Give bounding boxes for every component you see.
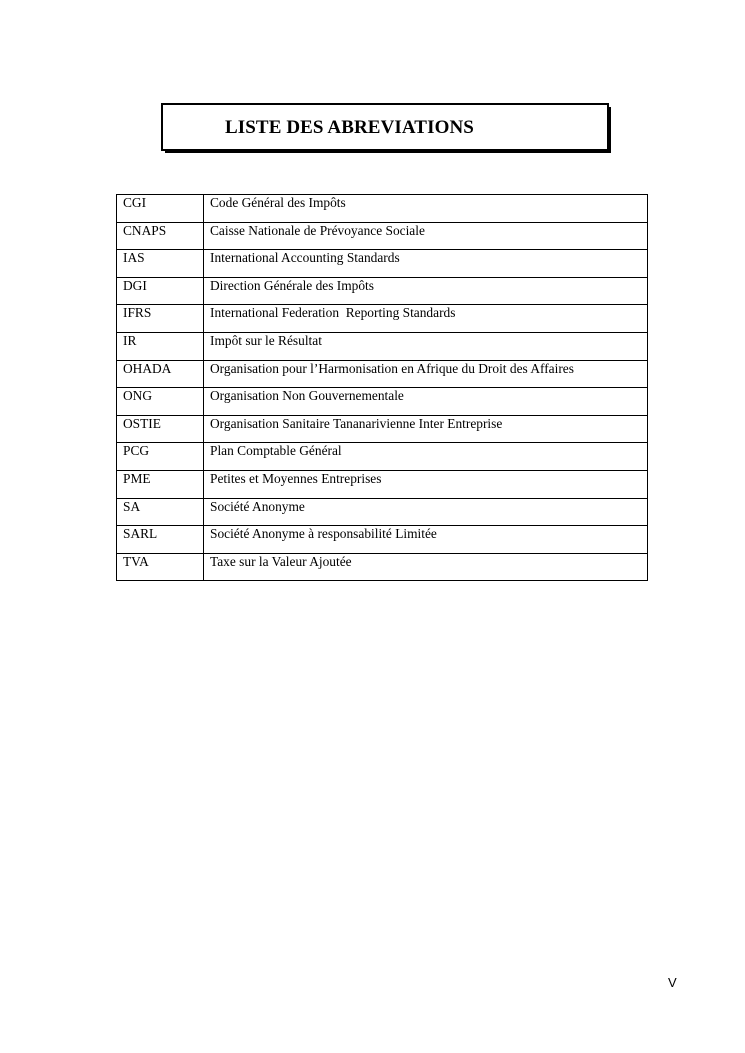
abbreviation-meaning: Organisation Non Gouvernementale — [204, 388, 648, 416]
abbreviation-code: SA — [117, 498, 204, 526]
abbreviation-code: SARL — [117, 526, 204, 554]
abbreviation-code: PME — [117, 470, 204, 498]
abbreviation-code: OHADA — [117, 360, 204, 388]
table-row — [117, 526, 648, 554]
abbreviation-meaning: Organisation Sanitaire Tananarivienne Inter Entreprise — [204, 415, 648, 443]
table-row — [117, 498, 648, 526]
abbreviation-meaning: Petites et Moyennes Entreprises — [204, 470, 648, 498]
abbreviations-table — [116, 194, 648, 581]
table-row — [117, 222, 648, 250]
table-row — [117, 443, 648, 471]
table-row — [117, 277, 648, 305]
page-title: LISTE DES ABREVIATIONS — [225, 117, 474, 138]
abbreviation-meaning: Impôt sur le Résultat — [204, 332, 648, 360]
table-row — [117, 250, 648, 278]
table-row — [117, 553, 648, 581]
table-row — [117, 305, 648, 333]
abbreviation-code: IR — [117, 332, 204, 360]
abbreviation-code: TVA — [117, 553, 204, 581]
abbreviation-code: ONG — [117, 388, 204, 416]
abbreviation-meaning: Plan Comptable Général — [204, 443, 648, 471]
abbreviation-meaning: Taxe sur la Valeur Ajoutée — [204, 553, 648, 581]
abbreviation-code: IFRS — [117, 305, 204, 333]
abbreviation-meaning: Société Anonyme — [204, 498, 648, 526]
table-row — [117, 332, 648, 360]
abbreviation-code: IAS — [117, 250, 204, 278]
abbreviation-code: DGI — [117, 277, 204, 305]
table-row — [117, 470, 648, 498]
abbreviation-meaning: Direction Générale des Impôts — [204, 277, 648, 305]
table-row — [117, 388, 648, 416]
table-row — [117, 360, 648, 388]
abbreviation-code: CGI — [117, 195, 204, 223]
abbreviation-code: PCG — [117, 443, 204, 471]
table-row — [117, 195, 648, 223]
abbreviation-meaning: Organisation pour l’Harmonisation en Afrique du Droit des Affaires — [204, 360, 648, 388]
abbreviation-meaning: Caisse Nationale de Prévoyance Sociale — [204, 222, 648, 250]
page-number: V — [668, 975, 677, 990]
title-box — [161, 103, 609, 151]
abbreviation-meaning: Code Général des Impôts — [204, 195, 648, 223]
abbreviation-code: OSTIE — [117, 415, 204, 443]
abbreviation-code: CNAPS — [117, 222, 204, 250]
abbreviation-meaning: Société Anonyme à responsabilité Limitée — [204, 526, 648, 554]
table-row — [117, 415, 648, 443]
abbreviation-meaning: International Accounting Standards — [204, 250, 648, 278]
abbreviation-meaning: International Federation Reporting Standards — [204, 305, 648, 333]
